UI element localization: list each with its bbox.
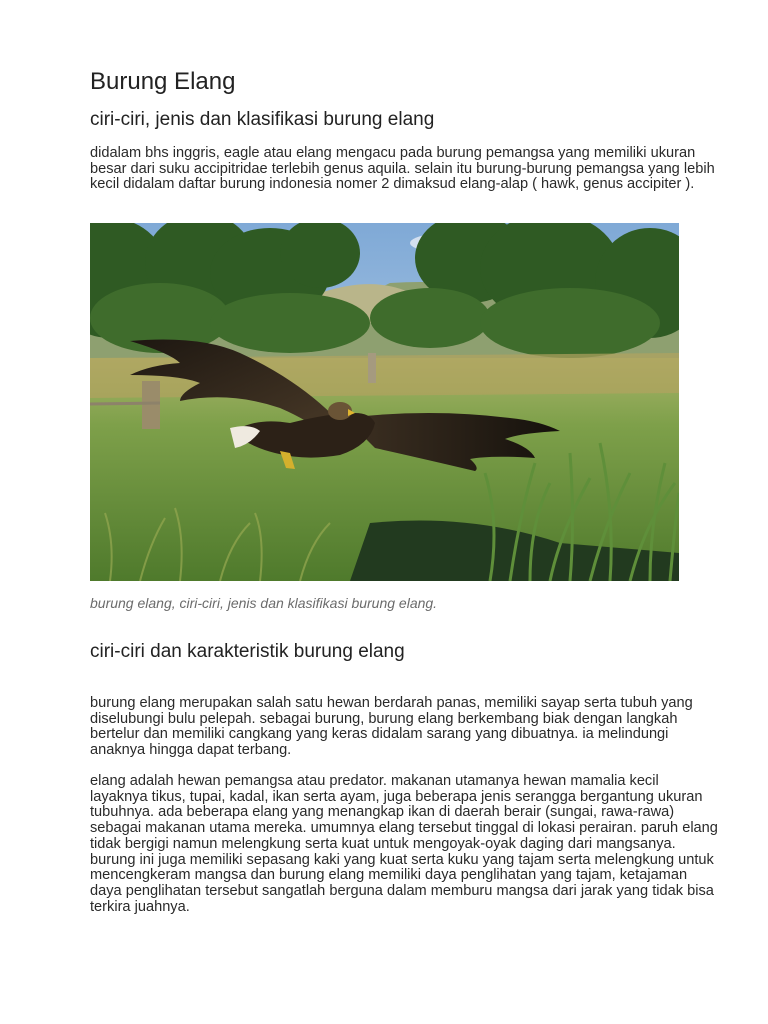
page-title: Burung Elang xyxy=(90,68,236,95)
body-paragraph: elang adalah hewan pemangsa atau predator. makanan utamanya hewan mamalia kecil layaknya tikus, tupai, kadal, ikan serta ayam, juga beberapa jenis serangga bergantung ukuran tubuhnya. ada beberapa elang yang menangkap ikan di daerah berair (sungai, rawa-rawa) sebagai makanan utama mereka. umumnya elang tersebut tinggal di lokasi perairan. paruh elang tidak bergigi namun melengkung serta kuat untuk mengoyak-oyak daging dari mangsanya. burung ini juga memiliki sepasang kaki yang kuat serta kuku yang tajam serta melengkung untuk mencengkeram mangsa dan burung elang memiliki daya penglihatan yang tajam, ketajaman daya penglihatan tersebut sangatlah berguna dalam memburu mangsa dari jarak yang tidak bisa terkira juahnya. xyxy=(90,773,718,915)
eagle-photo-icon xyxy=(90,223,679,581)
eagle-photo xyxy=(90,223,679,581)
figure-caption: burung elang, ciri-ciri, jenis dan klasifikasi burung elang. xyxy=(90,595,438,611)
section-heading: ciri-ciri dan karakteristik burung elang xyxy=(90,641,405,662)
intro-paragraph: didalam bhs inggris, eagle atau elang mengacu pada burung pemangsa yang memiliki ukuran besar dari suku accipitridae terlebih genus aquila. selain itu burung-burung pemangsa yang lebih kecil didalam daftar burung indonesia nomer 2 dimaksud elang-alap ( hawk, genus accipiter ). xyxy=(90,145,715,193)
page-subtitle: ciri-ciri, jenis dan klasifikasi burung elang xyxy=(90,109,435,130)
body-paragraph: burung elang merupakan salah satu hewan berdarah panas, memiliki sayap serta tubuh yang diselubungi bulu pelepah. sebagai burung, burung elang berkembang biak dengan langkah bertelur dan memiliki cangkang yang keras didalam sarang yang dibuatnya. ia melindungi anaknya hingga dapat terbang. xyxy=(90,695,693,759)
